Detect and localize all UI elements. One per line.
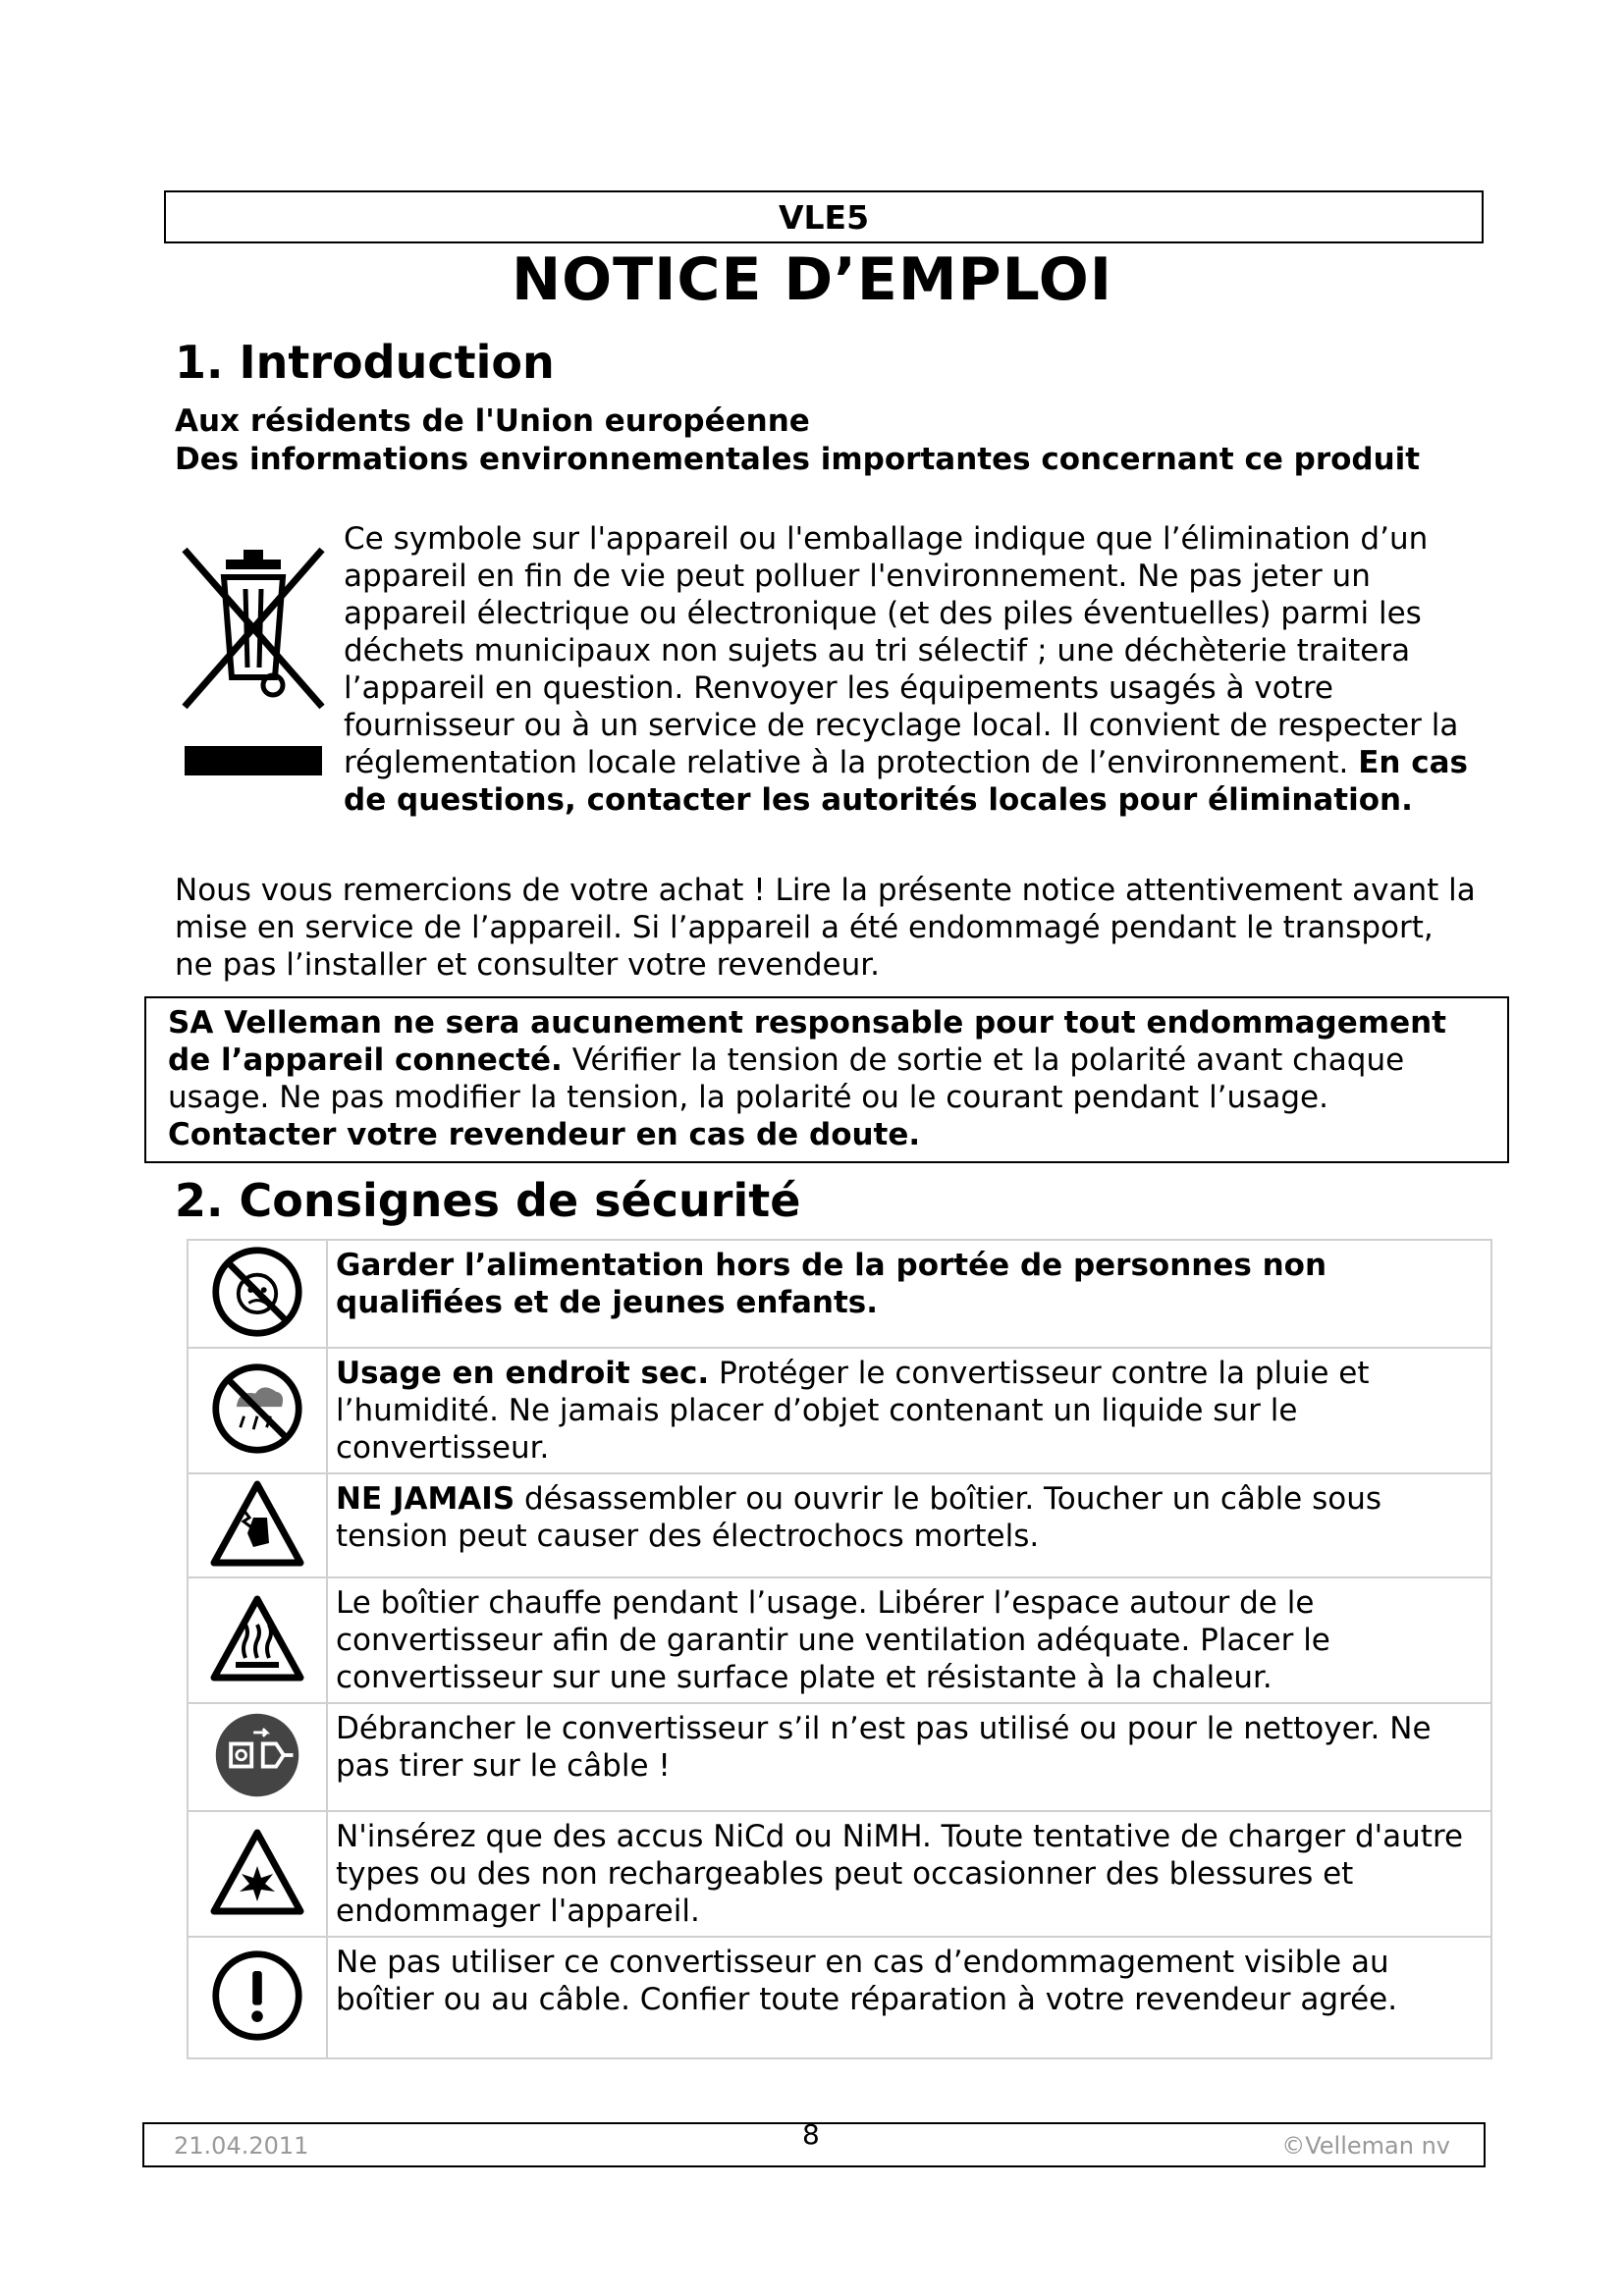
exclamation-icon xyxy=(210,1949,304,2043)
document-title: NOTICE D’EMPLOI xyxy=(511,245,1113,314)
section-2-heading xyxy=(175,1174,800,1227)
electric-shock-warning-icon xyxy=(208,1478,306,1569)
model-name: VLE5 xyxy=(778,197,870,237)
explosion-warning-icon xyxy=(208,1827,306,1917)
no-rain-icon xyxy=(210,1362,304,1456)
warning-text: Vérifier la tension de sortie et la polarité avant chaque usage. Ne pas modifier la tension, la polarité ou le courant pendant l’usage. xyxy=(168,1042,1405,1115)
warning-bold: SA Velleman ne sera aucunement responsable pour tout endommagement de l’appareil connecté. xyxy=(168,1005,1446,1078)
no-children-icon xyxy=(210,1245,304,1339)
safety-text: Le boîtier chauffe pendant l’usage. Libérer l’espace autour de le convertisseur afin de garantir une ventilation adéquate. Placer le convertisseur sur une surface plate et résistante à la chaleur. xyxy=(336,1585,1330,1695)
safety-text: Ne pas utiliser ce convertisseur en cas d’endommagement visible au boîtier ou au câble. Confier toute réparation à votre revendeur agrée. xyxy=(336,1945,1398,2017)
table-row xyxy=(188,1703,1491,1811)
recycle-paragraph xyxy=(344,520,1473,819)
section-1-heading xyxy=(175,336,555,389)
unplug-icon xyxy=(210,1708,304,1802)
thanks-paragraph: Nous vous remercions de votre achat ! Lire la présente notice attentivement avant la mise en service de l’appareil. Si l’appareil a été endommagé pendant le transport, ne pas l’installer et consulter votre revendeur. xyxy=(175,873,1476,983)
safety-text: désassembler ou ouvrir le boîtier. Toucher un câble sous tension peut causer des électrochocs mortels. xyxy=(336,1481,1382,1554)
table-row xyxy=(188,1348,1491,1473)
crossed-bin-icon xyxy=(175,530,332,785)
liability-warning-box xyxy=(144,996,1509,1163)
table-row xyxy=(188,1473,1491,1577)
section-1-number: 1. xyxy=(175,336,224,389)
eu-heading: Aux résidents de l'Union européenne xyxy=(175,403,810,439)
safety-text: N'insérez que des accus NiCd ou NiMH. Toute tentative de charger d'autre types ou des non rechargeables peut occasionner des blessures et endommager l'appareil. xyxy=(336,1819,1464,1929)
section-1-title: Introduction xyxy=(239,336,555,389)
recycle-bold-text: En cas de questions, contacter les autorités locales pour élimination. xyxy=(344,745,1469,818)
table-row xyxy=(188,1577,1491,1703)
table-row xyxy=(188,1937,1491,2058)
safety-text: Protéger le convertisseur contre la pluie et l’humidité. Ne jamais placer d’objet contenant un liquide sur le convertisseur. xyxy=(336,1356,1370,1466)
safety-bold-text: NE JAMAIS xyxy=(336,1481,515,1517)
page-footer xyxy=(142,2118,1486,2167)
warning-bold-end: Contacter votre revendeur en cas de doute. xyxy=(168,1117,921,1152)
section-2-number: 2. xyxy=(175,1174,224,1227)
hot-surface-warning-icon xyxy=(208,1593,306,1683)
safety-bold-text: Usage en endroit sec. xyxy=(336,1356,710,1391)
table-row xyxy=(188,1240,1491,1348)
safety-text: Débrancher le convertisseur s’il n’est pas utilisé ou pour le nettoyer. Ne pas tirer sur le câble ! xyxy=(336,1711,1432,1784)
recycle-text: Ce symbole sur l'appareil ou l'emballage indique que l’élimination d’un appareil en fin de vie peut polluer l'environnement. Ne pas jeter un appareil électrique ou électronique (et des piles éventuelles) parmi les déchets municipaux non sujets au tri sélectif ; une déchèterie traitera l’appareil en question. Renvoyer les équipements usagés à votre fournisseur ou à un service de recyclage local. Il convient de respecter la réglementation locale relative à la protection de l’environnement. xyxy=(344,521,1459,780)
footer-date: 21.04.2011 xyxy=(174,2132,309,2160)
safety-bold-text: Garder l’alimentation hors de la portée de personnes non qualifiées et de jeunes enfants. xyxy=(336,1248,1327,1320)
table-row xyxy=(188,1811,1491,1937)
page-number: 8 xyxy=(802,2118,820,2151)
safety-table xyxy=(187,1239,1492,2059)
section-2-title: Consignes de sécurité xyxy=(239,1174,801,1227)
footer-copyright: ©Velleman nv xyxy=(1281,2132,1450,2160)
environment-heading: Des informations environnementales importantes concernant ce produit xyxy=(175,442,1421,477)
model-box xyxy=(164,190,1484,243)
